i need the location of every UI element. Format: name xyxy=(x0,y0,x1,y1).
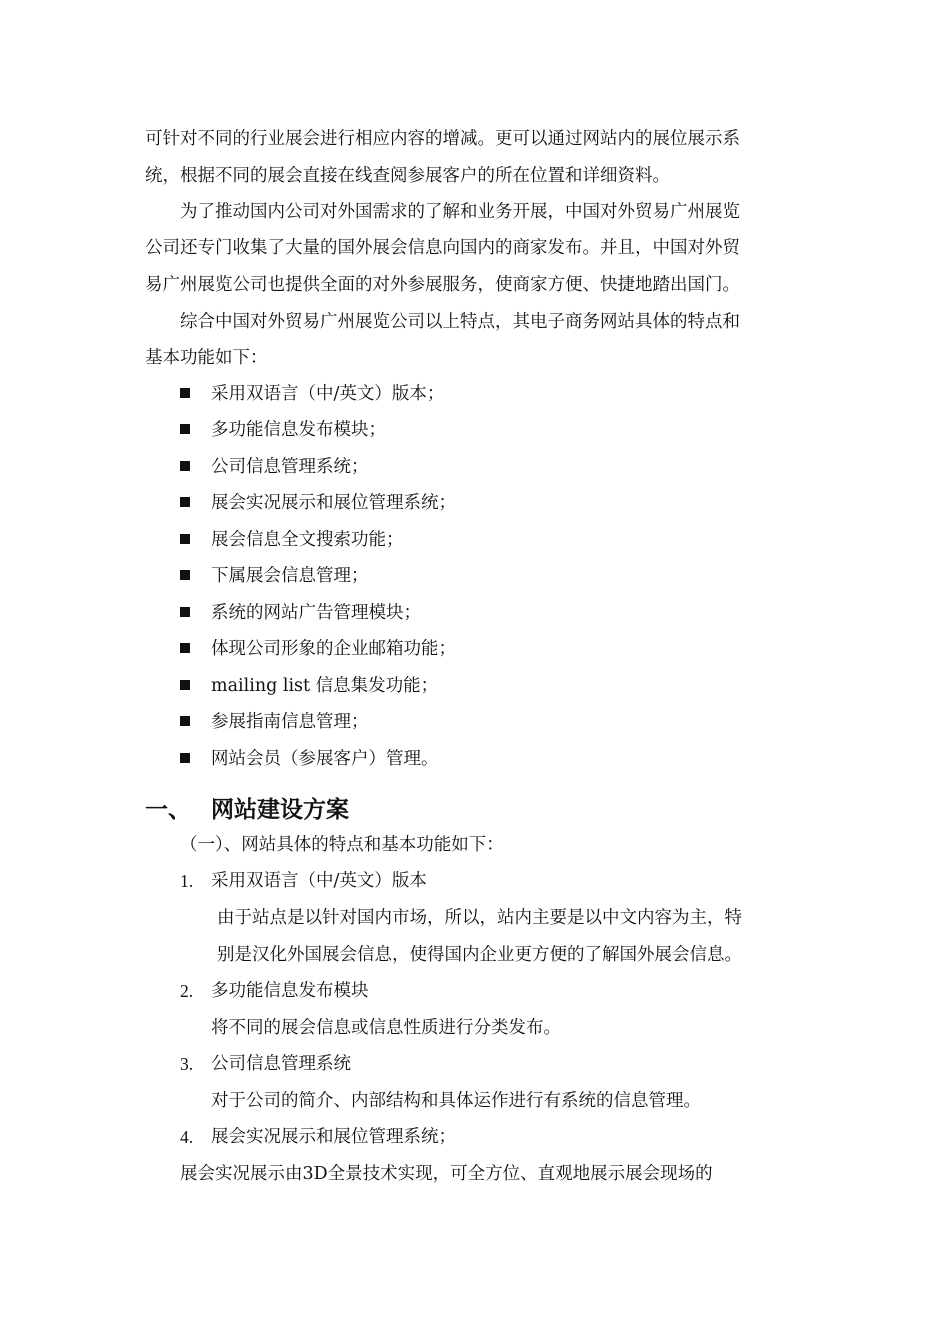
list-item: 展会信息全文搜索功能； xyxy=(211,530,404,550)
item-number: 3. xyxy=(180,1054,194,1074)
subsection-title: （一）、网站具体的特点和基本功能如下： xyxy=(180,835,504,855)
list-item: 下属展会信息管理； xyxy=(211,566,369,586)
paragraph-line: 统，根据不同的展会直接在线查阅参展客户的所在位置和详细资料。 xyxy=(145,166,670,186)
list-item: 参展指南信息管理； xyxy=(211,712,369,732)
list-item: 多功能信息发布模块； xyxy=(211,420,386,440)
list-item: mailing list 信息集发功能； xyxy=(211,676,439,696)
list-item: 网站会员（参展客户）管理。 xyxy=(211,749,439,769)
square-bullet-icon xyxy=(180,388,190,398)
list-item: 展会实况展示和展位管理系统； xyxy=(211,493,456,513)
list-item: 公司信息管理系统； xyxy=(211,457,369,477)
paragraph-line: 易广州展览公司也提供全面的对外参展服务，使商家方便、快捷地踏出国门。 xyxy=(145,275,740,295)
square-bullet-icon xyxy=(180,607,190,617)
square-bullet-icon xyxy=(180,643,190,653)
paragraph-line: 可针对不同的行业展会进行相应内容的增减。更可以通过网站内的展位展示系 xyxy=(145,129,740,149)
section-title: 网站建设方案 xyxy=(211,796,349,823)
square-bullet-icon xyxy=(180,570,190,580)
list-item: 采用双语言（中/英文）版本； xyxy=(211,384,445,404)
item-title: 公司信息管理系统 xyxy=(211,1054,351,1074)
square-bullet-icon xyxy=(180,461,190,471)
paragraph-line: 为了推动国内公司对外国需求的了解和业务开展，中国对外贸易广州展览 xyxy=(180,202,740,222)
section-number: 一、 xyxy=(145,796,191,823)
square-bullet-icon xyxy=(180,497,190,507)
list-item: 体现公司形象的企业邮箱功能； xyxy=(211,639,456,659)
item-number: 2. xyxy=(180,981,194,1001)
item-title: 采用双语言（中/英文）版本 xyxy=(211,871,427,891)
paragraph-line: 综合中国对外贸易广州展览公司以上特点，其电子商务网站具体的特点和 xyxy=(180,312,740,332)
square-bullet-icon xyxy=(180,424,190,434)
paragraph-line: 公司还专门收集了大量的国外展会信息向国内的商家发布。并且，中国对外贸 xyxy=(145,238,740,258)
item-number: 4. xyxy=(180,1127,194,1147)
item-description: 别是汉化外国展会信息，使得国内企业更方便的了解国外展会信息。 xyxy=(217,945,742,965)
square-bullet-icon xyxy=(180,680,190,690)
square-bullet-icon xyxy=(180,716,190,726)
item-title: 多功能信息发布模块 xyxy=(211,981,369,1001)
paragraph-line: 基本功能如下： xyxy=(145,348,268,368)
item-description: 将不同的展会信息或信息性质进行分类发布。 xyxy=(211,1018,561,1038)
item-title: 展会实况展示和展位管理系统； xyxy=(211,1127,456,1147)
list-item: 系统的网站广告管理模块； xyxy=(211,603,421,623)
square-bullet-icon xyxy=(180,534,190,544)
item-description: 由于站点是以针对国内市场，所以，站内主要是以中文内容为主，特 xyxy=(217,908,742,928)
item-number: 1. xyxy=(180,871,194,891)
square-bullet-icon xyxy=(180,753,190,763)
item-description: 对于公司的简介、内部结构和具体运作进行有系统的信息管理。 xyxy=(211,1091,701,1111)
closing-paragraph-line: 展会实况展示由3D全景技术实现，可全方位、直观地展示展会现场的 xyxy=(180,1164,713,1184)
